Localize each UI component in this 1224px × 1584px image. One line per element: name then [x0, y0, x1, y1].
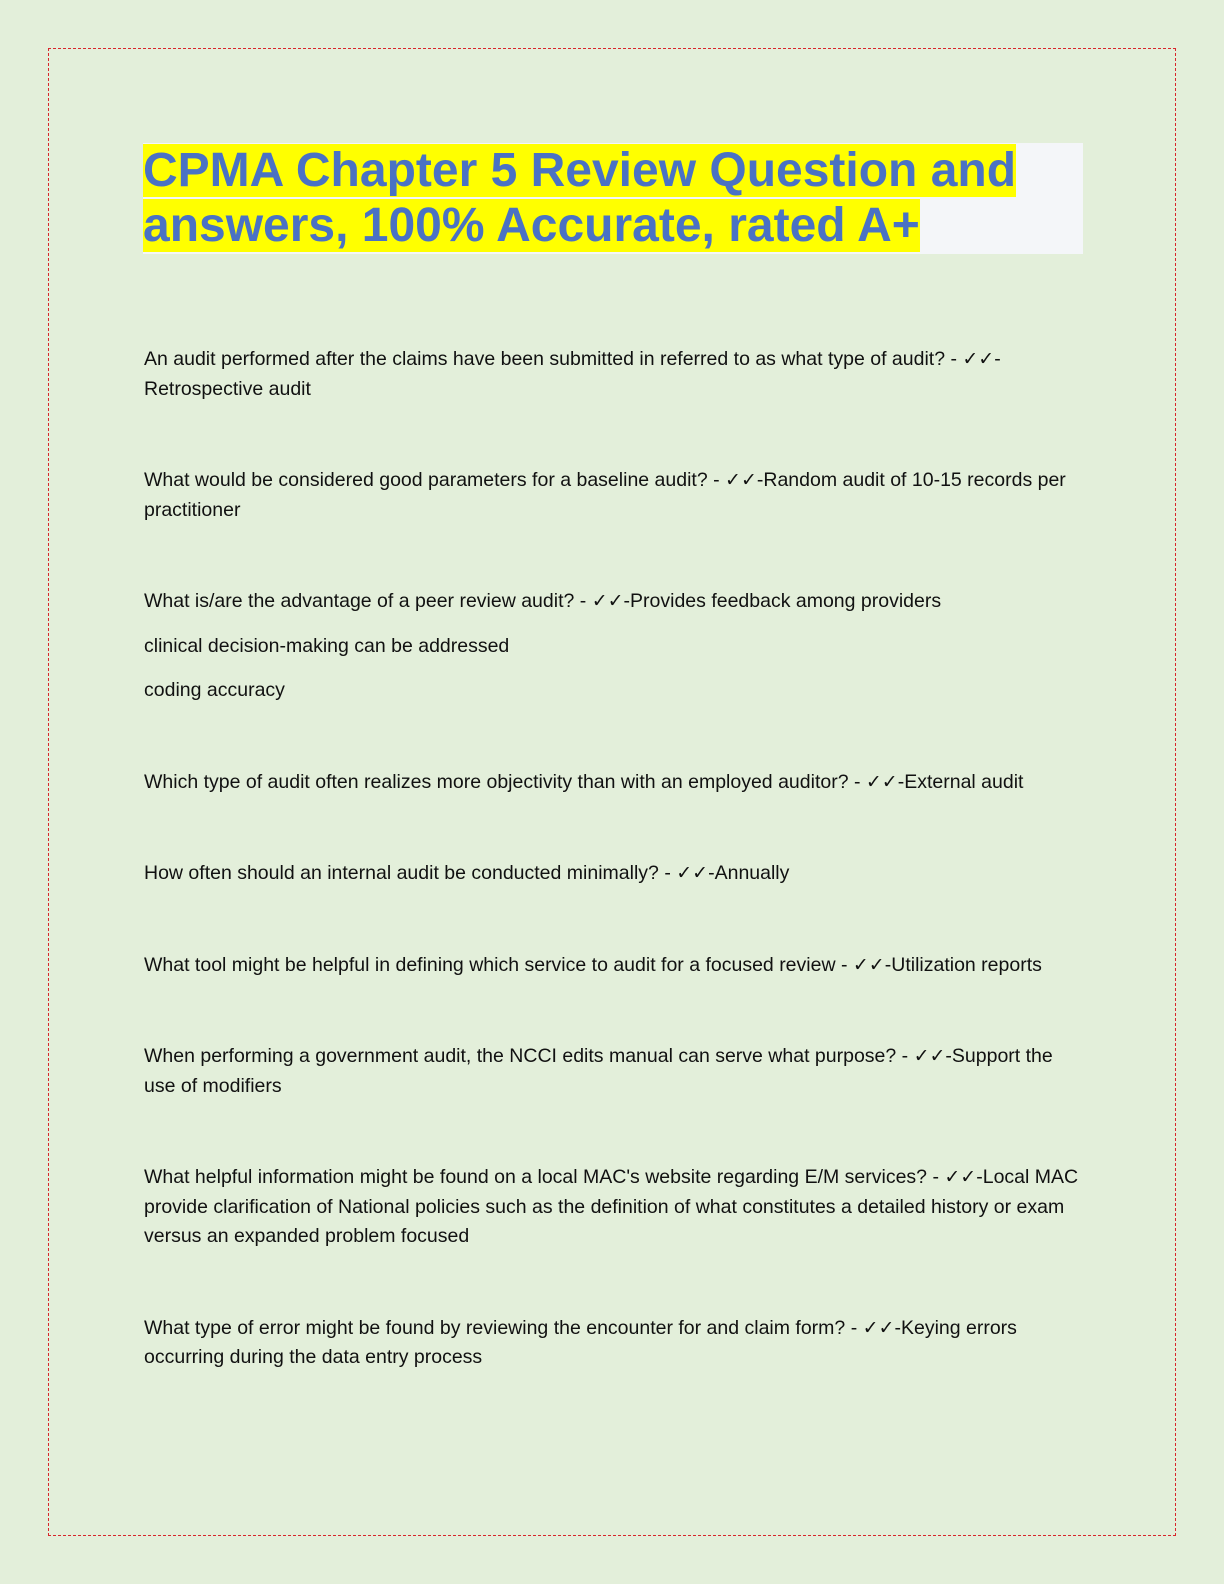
answer-prefix: - [708, 862, 715, 884]
question-text: What type of error might be found by reviewing the encounter for and claim form? [144, 1316, 846, 1339]
question-text: An audit performed after the claims have been submitted in referred to as what type of audit? [144, 348, 946, 370]
title-highlight: CPMA Chapter 5 Review Question and answers, 100% Accurate, rated A+ [143, 144, 1017, 252]
answer-text: Support the use of modifiers [144, 1045, 1053, 1097]
question-text: When performing a government audit, the NCCI edits manual can serve what purpose? [144, 1045, 897, 1067]
check-mark-icon: ✓✓ [725, 469, 757, 491]
answer-prefix: - [976, 1166, 983, 1188]
qa-main-line [144, 1163, 1084, 1252]
qa-main-line [144, 466, 1084, 525]
qa-item [144, 859, 1084, 889]
check-mark-icon: ✓✓ [913, 1045, 946, 1067]
answer-prefix: - [945, 1045, 952, 1067]
qa-item [144, 345, 1084, 404]
qa-main-line [144, 587, 1084, 617]
title-block [143, 143, 1083, 254]
separator: - [835, 953, 853, 976]
check-mark-icon: ✓✓ [676, 862, 709, 884]
separator: - [848, 770, 866, 793]
qa-main-line [144, 768, 1084, 798]
answer-prefix: - [756, 469, 764, 491]
answer-text: External audit [904, 770, 1024, 793]
answer-text: Local MAC provide clarification of National policies such as the definition of what constitutes a detailed history or exam versus an expanded problem focused [144, 1166, 1079, 1247]
question-text: How often should an internal audit be conducted minimally? [144, 862, 659, 884]
answer-prefix: - [894, 1316, 901, 1339]
separator: - [896, 1045, 914, 1067]
qa-list [144, 345, 1084, 1435]
question-text: What would be considered good parameters for a baseline audit? [144, 469, 708, 491]
answer-text: Keying errors occurring during the data entry process [144, 1316, 1017, 1368]
qa-item [144, 466, 1084, 525]
document-title [143, 143, 1083, 253]
answer-prefix: - [897, 770, 905, 793]
answer-text: Retrospective audit [144, 377, 311, 400]
separator: - [574, 590, 592, 612]
qa-item [144, 587, 1084, 706]
question-text: What is/are the advantage of a peer review audit? [144, 590, 575, 612]
check-mark-icon: ✓✓ [962, 348, 995, 370]
qa-item [144, 1314, 1084, 1373]
separator: - [945, 348, 963, 370]
qa-main-line [144, 951, 1084, 981]
question-text: What helpful information might be found on a local MAC's website regarding E/M services? [144, 1166, 928, 1188]
qa-item [144, 1042, 1084, 1101]
answer-text: Utilization reports [891, 953, 1042, 976]
check-mark-icon: ✓✓ [944, 1166, 977, 1188]
check-mark-icon: ✓✓ [862, 1316, 895, 1339]
separator: - [658, 862, 677, 884]
answer-prefix: - [994, 348, 1001, 370]
qa-item [144, 1163, 1084, 1252]
answer-extra-line: coding accuracy [144, 679, 285, 701]
answer-text: Random audit of 10-15 records per practitioner [144, 469, 1066, 521]
separator: - [845, 1316, 863, 1339]
qa-item [144, 768, 1084, 798]
separator: - [707, 469, 726, 491]
separator: - [927, 1166, 945, 1188]
check-mark-icon: ✓✓ [852, 953, 885, 976]
qa-main-line [144, 345, 1084, 404]
qa-main-line [144, 1314, 1084, 1373]
qa-main-line [144, 859, 1084, 889]
answer-text: Annually [714, 862, 790, 884]
check-mark-icon: ✓✓ [591, 590, 624, 612]
question-text: Which type of audit often realizes more objectivity than with an employed auditor? [144, 770, 849, 793]
answer-prefix: - [623, 590, 631, 612]
answer-prefix: - [884, 953, 892, 976]
answer-extra-line: clinical decision-making can be addressed [144, 634, 510, 657]
qa-item [144, 951, 1084, 981]
check-mark-icon: ✓✓ [865, 770, 898, 793]
qa-main-line [144, 1042, 1084, 1101]
question-text: What tool might be helpful in defining which service to audit for a focused review [144, 953, 836, 976]
answer-text: Provides feedback among providers [630, 590, 942, 612]
